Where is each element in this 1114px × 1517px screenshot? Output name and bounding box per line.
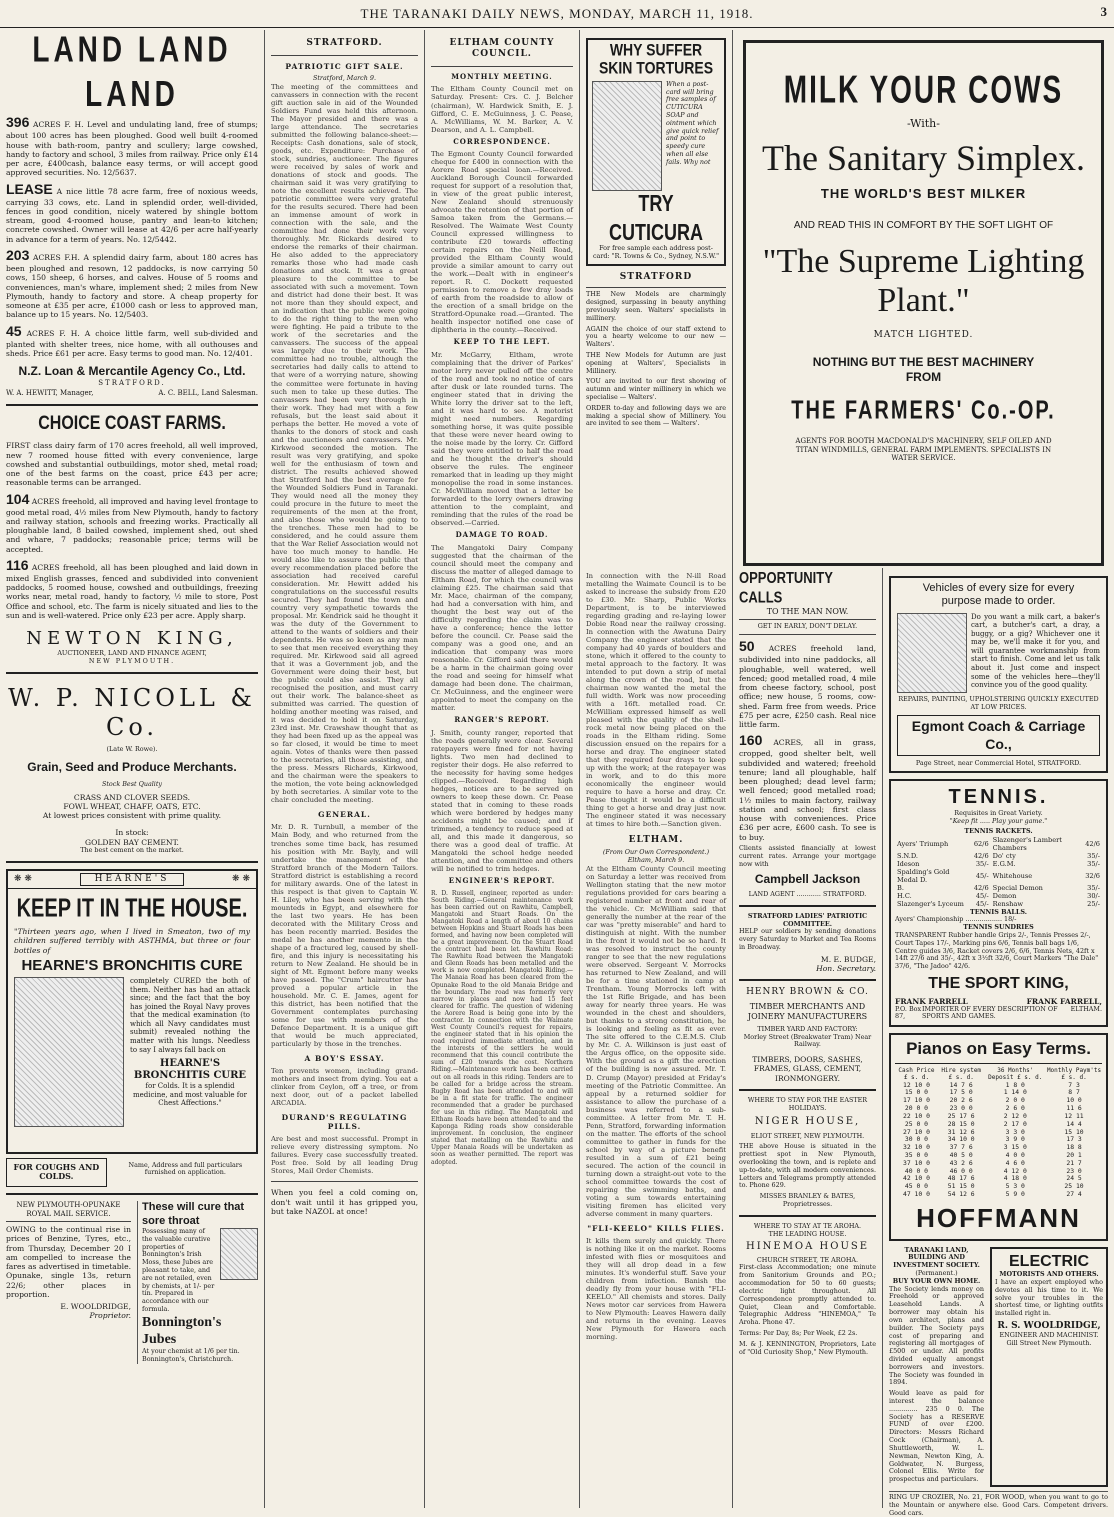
niger-body: THE above House is situated in the prettiest spot in New Plymouth, overlooking the town, and is replete and up-to-date, with all modern conveniences. Letters and Telegrams promptly attended to. Phone 629. [739,1142,876,1190]
loan-location: STRATFORD. [98,378,166,387]
article-text: Mr. McGarry, Eltham, wrote complaining that the driver of Parkes' motor lorry never pulled off the centre of the road and took no notice of cars after dusk or late rounded turns. The engineer stated that in driving the White lorry the driver sat to the left, and it was hard to see. A motorist might need numbers. Regarding something horse, it was quite possible that these were never heard owing to the noise made by the lorry. Cr. Gifford said they were entitled to half the road and he thought the driver's should observe the rules. The engineer remarked that in leading up they might monopolise the road in some instances. Cr. McWilliam moved that a letter be forwarded to the lorry owners drawing attention to the complaint, and reminding that the rules of the road be observed.—Carried. [431,350,573,528]
hinemoa-where: WHERE TO STAY AT TE AROHA. [753,1221,862,1230]
racket-cell: 30/- [1087,892,1100,901]
newton-king: NEWTON KING, [26,628,238,650]
milk-l7: MATCH LIGHTED. [873,330,974,341]
article-text: R. D. Russell, engineer, reported as under: South Riding.—General maintenance work has been carried out on Rawhitu, Campbell, Mangatoki and Stuart Roads. On the Mangatoki Road a length of about 10 chains between Hopkins and Stuart Roads has been formed, and having now been completed will be a great improvement. On the Stuart Road the contract had been let. Rawhitu Road: The Rawhitu Road between the Mangatoki and Glenn Roads has been metalled and the work is now completed. Mangatoki Riding.—The Manaia Road has been cleared from the Opunake Road to the old Manaia Bridge and the boundary. The road was formerly very narrow in places and now had 15 feet cleared for traffic. The question of widening the Aorere Road is being gone into by the contractor. In connection with the Waimate West County Council's request for repairs, the engineer stated that in his opinion the road required immediate attention, and in the interests of the settlers he would recommend that this council contribute the sum of £20 towards the cost. Northern Riding.—Maintenance work has been carried out on all roads in this riding. Tenders are to be called for a bridge across the stream. Rugby Road has been attended to and will be in a fit state for traffic. The engineer recommended that a grader be purchased for use in this riding. The Mangatoki and Eltham Roads have been attended to and the Kaponga Riding roads show considerable improvement. In conclusion, the engineer stated that metalling on the Rawhitu and Upper Manaia Roads will be undertaken as soon as weather permitted. The report was adopted. [431,889,573,1166]
price-cell: 1 8 0 [1005,1080,1025,1089]
hinemoa-body: First-class Accommodation; one minute from Sanitorium Grounds and P.O.; accommodation for 50 to 60 guests; electric light throughout. All Correspondence promptly attended to. Quiet, Clean and Comfortable. Telegraphic Address "HINEMOA," Te Aroha. Phone 47. [739,1263,876,1327]
eltham-sub: (From Our Own Correspondent.) [602,848,710,857]
essay-heading: A BOY'S ESSAY. [304,1053,385,1063]
tennis-s1: Requisites in Great Variety. [954,808,1043,817]
racket-cell: Special Demon [992,884,1043,893]
racket-row [895,884,1102,892]
egmont-coach: Egmont Coach & Carriage Co., [897,715,1100,755]
nicoll-trade: Grain, Seed and Produce Merchants. [27,760,237,775]
coast-item: 104 ACRES freehold, all improved and having level frontage to good metal road, 4½ miles from New Plymouth, handy to factory and railway station, schools and freezing works. Practically all ploughable land, 8 bailed cowshed, implement shed, out shed and whare, 7 paddocks; reasonable price; terms will be accepted. [6,490,258,554]
hearnes-for: FOR COUGHS AND COLDS. [6,1158,107,1188]
hearnes-product: HEARNE'S BRONCHITIS CURE [21,956,243,974]
nicoll-stock: In stock: [115,828,149,838]
price-cell: 5 9 0 [1005,1190,1025,1199]
ladies-heading: STRATFORD LADIES' PATRIOTIC COMMITTEE. [747,911,868,928]
price-cell: 4 12 0 [1003,1166,1027,1175]
nicoll-name: W. P. NICOLL & Co. [8,683,256,742]
land-listings [6,114,258,358]
opportunity-item: 50 ACRES freehold land, subdivided into nine paddocks, all ploughable, well watered, well fenced; good metalled road, 4 mile from cheese factory, school, post office; new house, 5 rooms, cow-shed. Farm free from weeds. Price £75 per acre, £250 cash. Real nice little farm. [739,638,876,730]
ladies-role: Hon. Secretary. [816,964,876,974]
council-title: ELTHAM COUNTY COUNCIL. [449,38,555,59]
campbell-jackson-role: LAND AGENT ............ STRATFORD. [748,890,867,898]
price-cell: 12 11 [1064,1111,1084,1120]
price-cell: 4 18 0 [1003,1174,1027,1183]
mail-body: OWING to the continual rise in prices of Benzine, Tyres, etc., from Thursday, December 20 I am compelled to increase the fares as advertised in timetable. Opunake, single 13s, return 22/6; other places in proportion. [6,1225,131,1299]
hearnes-banner: HEARNE'S [80,873,185,886]
article-text: Ten prevents women, including grand-mothers and insect from dying. You eat a clinker from Ceylon, off a tree, or from next door, out of a packet labelled ARCADIA. [271,1067,418,1108]
coast-item: 116 ACRES freehold, all has been ploughed and laid down in mixed English grasses, fenced and subdivided into convenient paddocks, 5 roomed house, cowshed and outbuildings, freezing works near, metal road, handy to factory, ½ mile to store, Post Office and school, etc. The farm is nicely situated and lies to the sun and is well-watered. Price only £23 per acre. Apply sharp. [6,556,258,620]
land-item: 45 ACRES F. H. A choice little farm, well sub-divided and planted with shelter trees, nice home, with all outhouses and sheds. Price £61 per acre. Easy terms to good man. No. 12/401. [6,322,258,358]
ladies-body: HELP our soldiers by sending donations every Saturday to Market and Tea Rooms in Broadway. [739,927,876,952]
price-cell: 23 0 [1066,1166,1082,1175]
racket-cell: E.G.M. [992,860,1016,869]
nicoll-cement2: The best cement on the market. [80,845,184,854]
price-cell: 14 7 6 [949,1080,973,1089]
nicoll-line1: CRASS AND CLOVER SEEDS. [73,792,191,802]
price-cell: 20 0 0 [904,1104,928,1113]
face-illustration [220,1228,258,1280]
racket-row [895,892,1102,900]
farrell-right: FRANK FARRELL, [1026,996,1102,1006]
price-cell: 28 15 0 [947,1119,975,1128]
milk-l2: -With- [907,117,940,131]
opportunity-item: 160 ACRES, all in grass, cropped, good shelter belt, well subdivided and watered; freehold tenure; land all ploughable, half been ploughed; dead level farm; well fenced; good metalled road; 1½ miles to main factory, railway station and school; first class house with conveniences. Price £36 per acre, £600 cash. To see is to buy. [739,732,876,842]
millinery-note: THE New Models for Autumn are just opening at Walters', Specialists in Millinery. [586,350,726,375]
price-cell: 11 6 [1066,1104,1082,1113]
brown-l1: TIMBER MERCHANTS AND JOINERY MANUFACTURERS [747,1002,868,1022]
price-cell: 24 5 [1066,1174,1082,1183]
cuticura-ad [586,38,726,266]
cuticura-try: TRY CUTICURA [609,190,703,245]
farrell-box: P.O. Box 87, [895,1004,922,1021]
price-cell: 47 10 0 [902,1190,930,1199]
pianos-ad [889,1033,1108,1240]
price-cell: 48 17 6 [947,1174,975,1183]
price-cell: 4 0 0 [1005,1150,1025,1159]
price-cell: 2 12 0 [1003,1111,1027,1120]
racket-cell: 45/- [975,900,989,909]
electric-body: I have an expert employed who devotes all his time to it. We solve your troubles in the shortest time, or lighting outfits installed right in. [995,1277,1103,1318]
price-cell: 40 5 0 [949,1150,973,1159]
racket-cell: Slazenger's Lambert Chambers [992,836,1062,853]
crozier-note: RING UP CROZIER, No. 21, FOR WOOD, when you want to go to the Mountain or anywhere else. Good Cars. Competent drivers. Good cars. [889,1492,1108,1517]
article-text: The Eltham County Council met on Saturday. Present: Crs. C. J. Belcher (chairman), W. Hardwick Smith, E. J. Gifford, C. E. McGuinness, J. C. Pease, A. McWilliams, W. M. Barker, A. V. Dearson, and A. L. Campbell. [431,85,573,134]
land-item: 203 ACRES F.H. A splendid dairy farm, about 180 acres has been ploughed and resown, 12 paddocks, is now carrying 50 cows, 150 sheep, 6 horses, and calves. House of 5 rooms and conveniences, man's whare, implement shed; 2 miles from New Plymouth, handy to factory and store. A cheap property for someone at £35 per acre, £1000 cash or less to approved man, balance up to 15 years. No. 12/5403. [6,246,258,320]
page-number: 3 [1100,4,1108,19]
article-text: Are best and most successful. Prompt in relieve every distressing symptom. No failures. Every case successfully treated. Post free. Sold by all leading Drug Stores, Mail Order Chemists. [271,1135,418,1176]
article-text: The meeting of the committees and canvassers in connection with the recent gift auction sale in aid of the Wounded Soldiers Fund was held this afternoon. The Mayor presided and there was a large attendance. The secretaries submitted the following balance-sheet:—Receipts: Cash donations, sale of stock, goods, etc. Expenditure: Purchase of stock, sundries, auctioneer. The figures were received by sales of work and donations of stock and goods. The chairman said it was very gratifying to note the excellent results achieved. The patriotic committee were very grateful for the results secured. There had been an immense amount of work in connection with the sale, and the committee had done their work very thoroughly. Mr. Rickards desired to endorse the remarks of their chairman. He also added to the appreciatory remarks those who had made cash donations and stock. It was a great pleasure to the committee to be associated with such a movement. Town and district had done their best. It was not more than they should expect, and an indication that the public were going to do the right thing to the men who were fighting. He paid a tribute to the work of the secretaries and the canvassers. The success of the appeal was largely due to their work. The committee had no trouble, although the secretaries had daily calls to attend to that were of a worrying nature, showing the committee were fortunate in having such men to take up these duties. The canvassers had been very thorough in their work. They had met with a few refusals, but the least said about it perhaps the better. He moved a vote of thanks to the donors of stock and cash and the auctioneers and canvassers. Mr. Kirkwood seconded the motion. The result was very gratifying, and spoke well for the enthusiasm of town and district. The results achieved showed that Stratford had the best average for the Wounded Soldiers Fund in Taranaki. They would need all the money they could procure in the future to meet the requirements of the men at the front, and also those who would be going to the trenches. These men had to be considered, and he could assure them that the War Relief Association would not have too much money to handle. He would also like to assure the public that every recommendation placed before the association had received careful consideration. Mr. Hewitt added his congratulations on the successful results secured. They had found the town and country very sympathetic towards the proposal. Mr. Kendrick said he thought it was the duty of the Government to attend to the wants of soldiers and their dependents. He was so keen as any man to see that men received everything they required. Mr. Kirkwood said all agreed that it was a Government job, and the Government were doing their best, but the public could also assist. They all recognised the position, and must carry out their work. The balance-sheet as submitted was carried. The question of holding another meeting was raised, and it was decided to hold it on Saturday, 23rd inst. Mr. Crawshaw thought that as they had been fixed up as the appeal was so far closed, it would be time to meet again. Votes of thanks were then passed to the secretaries, all those assisting, and the press. Messrs Richards, Kirkwood, and the chairman were the speakers to the motion, the vote being acknowledged by both secretaries. A similar vote to the chair concluded the meeting. [271,82,418,805]
price-cell: 21 7 [1066,1158,1082,1167]
price-row [895,1191,1102,1199]
sport-king: THE SPORT KING, [928,975,1069,993]
stratford-place: STRATFORD. [306,38,383,48]
racket-cell: 45/- [975,872,989,881]
hinemoa-heading: HINEMOA HOUSE [745,1241,870,1253]
correspondence-heading: CORRESPONDENCE. [453,136,551,146]
price-cell: 35 0 0 [904,1150,928,1159]
millinery-note: THE New Models are charmingly designed, surpassing in beauty anything previously seen. Walters' specialists in millinery. [586,290,726,322]
column-eltham-news [580,568,733,1508]
tennis-heading: TENNIS. [948,786,1049,809]
hearnes-free: Name, Address and full particulars furnished on application. [128,1160,243,1177]
farrell-left: FRANK FARRELL [895,996,968,1006]
keep-left-heading: KEEP TO THE LEFT. [453,337,551,347]
egmont-address: Page Street, near Commercial Hotel, STRATFORD. [915,758,1082,767]
niger-proprietors: MISSES BRANLEY & BATES, Proprietresses. [759,1192,856,1209]
brown-heading: HENRY BROWN & CO. [746,987,869,998]
price-cell: 27 10 0 [902,1127,930,1136]
racket-cell: 42/6 [973,884,989,893]
price-cell: 32 10 0 [902,1143,930,1152]
eltham-date: Eltham, March 9. [627,856,685,865]
nazol-note: When you feel a cold coming on, don't wait until it has gripped you, but take NAZOL at once! [271,1188,418,1216]
niger-heading: NIGER HOUSE, [754,1116,861,1128]
mail-sign: E. WOOLDRIDGE, [60,1302,131,1312]
price-cell: 17 3 [1066,1135,1082,1144]
price-cell: 43 2 6 [949,1158,973,1167]
tennis-balls: TENNIS BALLS. [969,907,1028,916]
mail-role: Proprietor. [89,1311,131,1321]
price-cell: 25 10 [1064,1182,1084,1191]
tennis-rackets: TENNIS RACKETS. [964,827,1033,836]
price-cell: 31 12 6 [947,1127,975,1136]
wooldridge-address: Gill Street New Plymouth. [1006,1338,1092,1347]
loan-company: N.Z. Loan & Mercantile Agency Co., Ltd. [18,364,246,379]
price-cell: 1 14 0 [1003,1088,1027,1097]
price-col-header: Hire system £ s. d. [941,1067,982,1082]
mail-title: NEW PLYMOUTH-OPUNAKE ROYAL MAIL SERVICE. [16,1201,121,1218]
price-cell: 2 6 0 [1005,1104,1025,1113]
racket-cell: 35/- [1087,860,1100,869]
racket-cell: S.N.D. [897,852,918,861]
racket-cell: Renshaw [992,900,1023,909]
milk-ad-column [733,30,1114,568]
coast-item: FIRST class dairy farm of 170 acres freehold, all well improved, new 7 roomed house fitted with every convenience, large cowshed and substantial outbuildings, motor shed, metal road; one of the best farms on the coast, price £43 per acre; reasonable terms can be arranged. [6,441,258,488]
cuticura-why: WHY SUFFER SKIN TORTURES [598,39,714,78]
racket-cell: 25/- [1087,900,1100,909]
price-cell: 23 0 0 [949,1104,973,1113]
hearnes-quote: "Thirteen years ago, when I lived in Smeaton, two of my children suffered terribly with ASTHMA, but three or four bottles of [14,927,250,955]
price-cell: 27 4 [1066,1190,1082,1199]
pills-heading: DURAND'S REGULATING PILLS. [281,1113,408,1132]
cart-illustration [897,613,967,693]
vehicles-h1: Vehicles of every size for every [922,582,1075,594]
price-cell: 45 0 0 [904,1182,928,1191]
land-item: 396 ACRES F. H. Level and undulating land, free of stumps; about 100 acres has been ploughed. Good well built 4-roomed house with bath-room, pantry and scullery; large cowshed, handy to factory and school, 3 miles from railway. Price only £14 per acre, £400cash, balance easy terms, or will accept good approved securities. No. 12/5637. [6,114,258,178]
article-text: J. Smith, county ranger, reported that the roads generally were clear. Several ratepayers were fined for not having lights. Two men had declined to register their dogs. He also referred to the necessity for having some hedges clipped.—Received. Regarding high hedges, notices are to be served on owners to keep these down. Cr. Pease stated that in coming to these roads which were bordered by hedges many accidents might be caused; and if trimmed, a tendency to reduce speed at all, and this made it dangerous, so there was a good deal of traffic. At Mangatoki the school hedge needed attention, and the committee and others will be notified to trim hedges. [431,728,573,873]
newton-king-sub: AUCTIONEER, LAND AND FINANCE AGENT, [57,649,207,658]
racket-cell: 35/- [1087,852,1100,861]
wooldridge-name: R. S. WOOLDRIDGE, [997,1320,1101,1331]
lower-right-area [580,568,1114,1517]
price-cell: 3 15 0 [1003,1143,1027,1152]
hearnes-ad: ❋ ❋ HEARNE'S ❋ ❋ KEEP IT IN THE HOUSE. "Thirteen years ago, when I lived in Smeaton, two of my children suffered terribly with ASTHMA, but three or four bottles of HEARNE'S BRONCHITIS CURE completely CURED the both of them. Neither has had an attack since; and the fact that the boy has joined the Royal Navy proves that the medical examination (to which all Navy candidates must submit) revealed nothing the matter with his lungs. Needless to say I always fall back on HEARNE'S BRONCHITIS CURE for Colds. It is a splendid medicine, and most valuable for Chest Affections." [6,869,258,1154]
tennis-ad [889,779,1108,1027]
price-cell: 51 15 0 [947,1182,975,1191]
price-cell: 2 17 0 [1003,1119,1027,1128]
price-cell: 14 4 [1066,1119,1082,1128]
taranaki-text: The Society lends money on Freehold or approved Leasehold Lands. A borrower may obtain his own architect, plans and builder. The Society pays cost of preparing and registering all mortgages of £500 or under. All profits divided equally amongst borrowers and investors. The Society was founded in 1894. [889,1284,984,1387]
racket-row [895,860,1102,868]
price-cell: 7 3 [1068,1080,1080,1089]
brown-l3: Morley Street (Breakwater Tram) Near Railway. [743,1032,872,1049]
opportunity-sub: TO THE MAN NOW. [766,606,849,616]
electric-sub: MOTORISTS AND OTHERS. [999,1270,1099,1279]
nicoll-quality: Stock Best Quality [101,779,163,788]
price-cell: 3 9 0 [1005,1135,1025,1144]
price-cell: 42 10 0 [902,1174,930,1183]
racket-cell: Spalding's Gold Medal D. [897,868,950,885]
racket-cell: 35/- [975,860,989,869]
price-col-header: 36 Months' Deposit £ s. d. [988,1067,1043,1082]
price-cell: 20 2 6 [949,1096,973,1105]
column-cuticura [580,30,733,568]
column-eltham-council [425,30,580,1508]
price-cell: 34 10 0 [947,1135,975,1144]
article-text: The Egmont County Council forwarded cheque for £400 in connection with the Aorere Road special loan.—Received. Auckland Borough Council forwarded request for support of a resolution that, in view of the great public interest, New Zealand should strenuously advocate the retention of that portion of Samoa taken from the Germans.—Resolved. The Waimate West County Council expressed willingness to contribute £20 towards effecting certain repairs on the Neill Road, provided the Eltham County would provide a similar amount to carry out the work.—Dealt with in engineer's report. R. C. Dockett requested permission to remove a few dray loads of earth from the roadside to allow of the erection of a small bridge on the Stratford-Opunake road.—Granted. The health inspector notified one case of diphtheria in the county.—Received. [431,150,573,335]
price-cell: 2 0 0 [1005,1096,1025,1105]
price-cell: 3 3 0 [1005,1127,1025,1136]
engineer-heading: ENGINEER'S REPORT. [448,876,556,885]
price-cell: 10 0 [1066,1096,1082,1105]
milk-l9: THE FARMERS' Co.-OP. [791,396,1056,425]
price-cell: 17 5 0 [949,1088,973,1097]
monthly-meeting-heading: MONTHLY MEETING. [451,71,553,81]
hearnes-box1: HEARNE'S BRONCHITIS CURE [133,1058,247,1082]
millinery-note: ORDER to-day and following days we are making a special show of Millinery. You are invited to see them — Walters'. [586,403,726,428]
article-text: In connection with the N-ill Road metalling the Waimate Council is to be asked to increase the subsidy from £20 to £30. Mr. Sharp, Public Works Department, is to be interviewed regarding grading and re-laying lower Dobie Road near the railway crossing. In connection with the Awatuna Dairy Company the engineer stated that the company had 40 yards of boulders and stone, which it offered to the county to metal approach to the factory. It was intended to put down a strip of metal along the crown of the road, but the chairman now wanted the metal the full width. Work was now proceeding with a 16ft. metalled road. Cr. McWilliam expressed himself as well pleased with the quality of the shell-rock metal now being placed on the roads in the Eltham riding. Some discussion ensued on the repairs for a horse and dray. The engineer stated that they required four drays to keep up with the work; at the ratepayer was in work, and to do this more economically the engineer would require to have a horse and dray. Cr. Pease thought it would be a difficult thing to get a horse and dray just now. The engineer stated it was necessary at times to hire both.—Sanction given. [586,572,726,829]
cuticura-side: When a post-card will bring free samples of CUTICURA SOAP and ointment which give quick relief and point to speedy cure when all else fails. Why not [666,79,719,166]
racket-cell: 42/6 [973,852,989,861]
vehicles-body: Do you want a milk cart, a baker's cart, a butcher's cart, a dray, a buggy, or a gig? Whichever one it may be, we'll make it for you, and will guarantee workmanship from start to finish. Come and let us talk about it. Just come and inspect some of the vehicles here—they'll convince you of the good quality. [971,612,1100,690]
masthead [0,0,1114,28]
newton-king-place: NEW PLYMOUTH. [88,657,176,665]
milk-l4: THE WORLD'S BEST MILKER [820,186,1027,202]
price-cell: 37 10 0 [902,1158,930,1167]
opportunity-get: GET IN EARLY, DON'T DELAY. [757,622,858,631]
racket-cell: Slazenger's Lyceum [897,900,964,909]
electric-heading: ELECTRIC [1009,1252,1089,1270]
eltham-heading: ELTHAM. [628,834,684,845]
loan-manager: W. A. HEWITT, Manager, [6,389,94,398]
ladies-sign: M. E. BUDGE, [820,954,876,964]
price-col-header: Monthly Paym'ts £ s. d. [1046,1067,1102,1082]
niger-where: WHERE TO STAY FOR THE EASTER HOLIDAYS. [747,1095,868,1112]
racket-cell: 35/- [1087,884,1100,893]
taranaki-fine: Would leave as paid for interest the balance .............. 235 0 0. The Society has a RESERVE FUND of over £200. Directors: Messrs Richard Cock (Chairman), A. Shuttleworth, W. L. Newman, Newton King, A. Goldwater, N. Burgess, Colonel Ellis. Write for prospectus and particulars. [889,1389,984,1484]
farrell-eltham: ELTHAM. [1070,1004,1102,1013]
opportunity-head: OPPORTUNITY CALLS [739,568,833,606]
vehicles-repairs: REPAIRS, PAINTING, UPHOLSTERING QUICKLY EXECUTED AT LOW PRICES. [898,694,1099,711]
racket-row [895,852,1102,860]
wooldridge-role: ENGINEER AND MACHINIST. [999,1330,1099,1339]
flikeelo-heading: "FLI-KEELO" KILLS FLIES. [587,1223,725,1233]
price-cell: 4 6 0 [1005,1158,1025,1167]
gift-sale-dateline: Stratford, March 9. [312,74,377,83]
general-heading: GENERAL. [318,810,371,820]
tennis-sundries: TENNIS SUNDRIES [963,923,1034,932]
price-cell: 12 10 0 [902,1080,930,1089]
price-cell: 25 0 0 [904,1119,928,1128]
stratford-col4-heading: STRATFORD [619,272,693,283]
knight-illustration [14,977,124,1127]
price-cell: 54 12 6 [947,1190,975,1199]
milk-l3: The Sanitary Simplex. [762,137,1085,178]
price-cell: 22 10 0 [902,1111,930,1120]
article-text: Mr. D. R. Turnbull, a member of the Main Body, and who returned from the trenches some time back, has resumed his position with Mr. Bayly, and will undertake the management of the Stratford branch of the Modern Tailors. Stratford district is establishing a record for military awards. One of the latest in this respect is that given to Captain W. H. Liley, who has been serving with the mounteds in Egypt, and elsewhere for the last two years. He has been decorated with the Military Cross and has been recently married. Besides the medal he has another memento in the shape of a fractured leg, caused by shell-fire, and this injury is necessitating his return to New Zealand. He should be in sight of Mt. Egmont before many weeks have passed. The "Crum" haircutter has proved a popular article in the household. Mr. C. E. James, agent for this district, has been notified that the Government contemplates purchasing some for use with members of the Defence Department. It is a unique gift that would be much appreciated, particularly by those in the trenches. [271,823,418,1048]
brown-l2: TIMBER YARD AND FACTORY: [757,1024,858,1033]
price-cell: 15 10 [1064,1127,1084,1136]
opportunity-clients: Clients assisted financially at lowest current rates. Arrange your mortgage now with [739,843,876,868]
taranaki-sub: (Permanent.) [915,1269,958,1277]
rackets-table [895,836,1102,908]
hinemoa-terms: Terms: Per Day, 8s; Per Week, £2 2s. [739,1328,858,1337]
gift-sale-heading: PATRIOTIC GIFT SALE. [285,61,404,71]
jubes-head: These will cure that sore throat [142,1201,245,1227]
article-text: At the Eltham County Council meeting on Saturday a letter was received from Wellington stating that the new motor regulations provided for cars bearing a registered number at front and rear of the vehicle. Cr. McWilliam said that generally the number at the rear of the car was "pretty miserable" and hard to distinguish at night. With the number in the front it would not be so hard. It was resolved to instruct the county ranger to see that the new regulations were observed. Sergeant V. Morrocks has returned to New Zealand, and will be for a time stationed in camp at Trentham. Young Morrocks left with the 1st Rifle Brigade, and has been away for nearly three years. He was wounded in the chest and shoulders, but thanks to a strong constitution, he is looking and feeling as fit as ever. The site offered to the C.E.M.S. Club by Mr. C. A. Wilkinson is just east of the Argus office, on the opposite side. With the ground as a gift the erection of the building is now assured. Mr. T. D. Crump (Mayor) presided at Friday's meeting of the Patriotic Committee. An appeal by a returned soldier for assistance to allow the purchase of a business was referred to a sub-committee. A letter from Mr. T. H. Penn, Stratford, forwarding information on the matter. The efforts of the school committee to gather in funds for the school by way of a picture benefit resulted in a sum of £21 being secured. The action of the council in turning down a straight-out vote to the school committee towards the cost of repairing the swimming baths, and voting a sum towards entertaining visiting firemen has elicited very adverse comment in many quarters. [586,865,726,1218]
campbell-jackson: Campbell Jackson [754,872,861,887]
racket-cell: B. [897,884,904,893]
racket-cell: Whitehouse [992,872,1033,881]
column-opportunity [733,568,883,1508]
price-cell: 17 10 0 [902,1096,930,1105]
nicoll-late: (Late W. Rowe). [106,745,158,754]
land-item: LEASE A nice little 78 acre farm, free of noxious weeds, carrying 33 cows, etc. Land in splendid order, well-divided, fences in good condition, nicely watered by shingle bottom stream, good 4-roomed house, pantry and lean-to kitchen; concrete cowshed. Owner will lease at 42/6 per acre half-yearly in advance for a term of years. No. 12/5442. [6,180,259,244]
tennis-s2: "Keep fit ..... Play your game." [949,816,1048,825]
milk-l1: MILK YOUR COWS [783,67,1064,111]
milk-l10: AGENTS FOR BOOTH MACDONALD'S MACHINERY, SELF OILED AND TITAN WINDMILLS, GENERAL FARM IMPLEMENTS. SPECIALISTS IN WATER SERVICE. [795,437,1052,463]
masthead-title: THE TARANAKI DAILY NEWS, MONDAY, MARCH 11, 1918. [360,5,754,21]
damage-heading: DAMAGE TO ROAD. [455,530,549,540]
racket-row [895,836,1102,852]
vehicles-ad [889,576,1108,773]
taranaki-society-ad [889,1247,984,1487]
price-cell: 5 3 0 [1005,1182,1025,1191]
hearnes-body: completely CURED the both of them. Neither has had an attack since; and the fact that the boy has joined the Royal Navy proves that the medical examination (to which all Navy candidates must submit) revealed nothing the matter with his lungs. Needless to say I always fall back on [130,977,250,1054]
loan-salesman: A. C. BELL, Land Salesman. [158,389,258,398]
land-heading: LAND LAND LAND [32,29,232,114]
tennis-championship: Ayers' Championship .................. 18/- [895,915,1017,924]
racket-cell: Ideson [897,860,920,869]
hinemoa-proprietors: M. & J. KENNINGTON, Proprietors, Late of "Old Curiosity Shop," New Plymouth. [739,1339,876,1356]
woman-illustration [592,81,662,191]
column-land-ads [0,30,265,1508]
article-text: The Mangatoki Dairy Company suggested that the chairman of the council should meet the company and discuss the matter of alleged damage to Eltham Road, for which the council was claiming £25. The chairman said that Mr. Mace, chairman of the company, had had a conversation with him, and thought the best way out of the difficulty regarding the claim was to have a conference; hence the letter before the council. Cr. Pease said the company was a good one, and an indication that company was more reasonable. Cr. Gifford said there would be a harm in the chairman going over the road and seeing for himself what damage had been done. The chairman, Cr. McGuinness, and the engineer were appointed to meet the company on the matter. [431,543,573,713]
pianos-heading: Pianos on Easy Terms. [895,1039,1102,1064]
coast-heading: CHOICE COAST FARMS. [38,413,226,434]
brown-l4: TIMBERS, DOORS, SASHES, FRAMES, GLASS, CEMENT, IRONMONGERY. [752,1055,863,1083]
ranger-heading: RANGER'S REPORT. [454,715,550,725]
milk-l8: NOTHING BUT THE BEST MACHINERY FROM [812,355,1035,384]
hoffmann-brand: HOFFMANN [916,1202,1081,1233]
column-ads-right [883,568,1114,1517]
nicoll-line2: FOWL WHEAT, CHAFF, OATS, ETC. [63,801,201,811]
electric-ad [990,1247,1108,1487]
hinemoa-address: CHURCH STREET, TE AROHA. [756,1255,859,1264]
racket-cell: Demon [992,892,1017,901]
taranaki-buy: BUY YOUR OWN HOME. [892,1276,981,1285]
column-stratford [265,30,425,1508]
hearnes-box1b: for Colds. It is a splendid medicine, and most valuable for Chest Affections." [133,1082,247,1108]
farrell-importer: IMPORTER OF EVERY DESCRIPTION OF SPORTS AND GAMES. [921,1004,1058,1021]
price-cell: 30 0 0 [904,1135,928,1144]
racket-cell: Ayers' Triumph [897,840,949,849]
hinemoa-lead: THE LEADING HOUSE. [768,1229,847,1238]
racket-cell: 45/- [975,892,989,901]
jubes-small: At your chemist at 1/6 per tin. Bonnington's, Christchurch. [142,1347,240,1363]
racket-cell: 62/6 [973,840,989,849]
racket-cell: 42/6 [1085,840,1100,849]
millinery-note: YOU are invited to our first showing of autumn and winter millinery in which we specialise — Walters'. [586,377,726,402]
price-cell: 37 7 6 [949,1143,973,1152]
milk-l6: "The Supreme Lighting Plant." [762,243,1085,320]
milk-l5: AND READ THIS IN COMFORT BY THE SOFT LIGHT OF [793,220,1054,232]
price-cell: 8 7 [1068,1088,1080,1097]
price-cell: 25 17 6 [947,1111,975,1120]
hearnes-heading: KEEP IT IN THE HOUSE. [16,894,248,923]
price-cell: 46 0 0 [949,1166,973,1175]
racket-row [895,868,1102,884]
jubes-brand: Bonnington's Jubes [142,1314,222,1347]
prices-table [895,1067,1102,1199]
racket-cell: H.C. [897,892,912,901]
article-text: It kills them surely and quickly. There is nothing like it on the market. Rooms infested with flies or mosquitoes and they will all drop dead in a few minutes. It's wonderful stuff. Save your children from infection. Banish the deadly fly from your house with "FLI-KEELO." All chemists and stores. Daily News motor car services from Hawera to New Plymouth: Leaves Hawera daily and returns in the evening. Leaves New Plymouth for Hawera each morning. [586,1236,726,1342]
price-col-header: Cash Price £ s. d. [898,1067,935,1082]
racket-cell: 32/6 [1085,872,1100,881]
price-cell: 20 1 [1066,1150,1082,1159]
price-cell: 15 0 0 [904,1088,928,1097]
price-cell: 18 8 [1066,1143,1082,1152]
milk-ad [743,40,1104,566]
vehicles-h2: purpose made to order. [941,595,1056,608]
racket-cell: Do' cty [992,852,1016,861]
tennis-sundries-text: TRANSPARENT Rubber handle Grips 2/-, Tennis Presses 2/-, Court Tapes 17/-, Marking pins 6/6, Tennis ball bags 1/6, Centre guides 3/6, Racket covers 2/6, 6/6, Tennis Nets, 42ft x 14ft 27/6 and 35/-, 42ft x 3½ft 32/6, Court Markers "The Dale" 37/6, "The Jadoo" 42/6. [895,930,1099,971]
nicoll-line3: At lowest prices consistent with prime quality. [42,811,222,821]
price-cell: 40 0 0 [904,1166,928,1175]
cuticura-small: For free sample each address post-card: "R. Towns & Co., Sydney, N.S.W." [592,243,720,260]
niger-address: ELIOT STREET, NEW PLYMOUTH. [750,1131,865,1140]
jubes-text: Possessing many of the valuable curative properties of Bonnington's Irish Moss, these Jubes are pleasant to take, and are not retailed, even by chemists, at 1/- per tin. Prepared in accordance with our formula. [142,1226,215,1314]
nicoll-cement: GOLDEN BAY CEMENT. [85,837,179,847]
millinery-note: AGAIN the choice of our staff extend to you a hearty welcome to our new — Walters'. [586,324,726,349]
taranaki-heading: TARANAKI LAND, BUILDING AND INVESTMENT SOCIETY. [893,1245,980,1270]
